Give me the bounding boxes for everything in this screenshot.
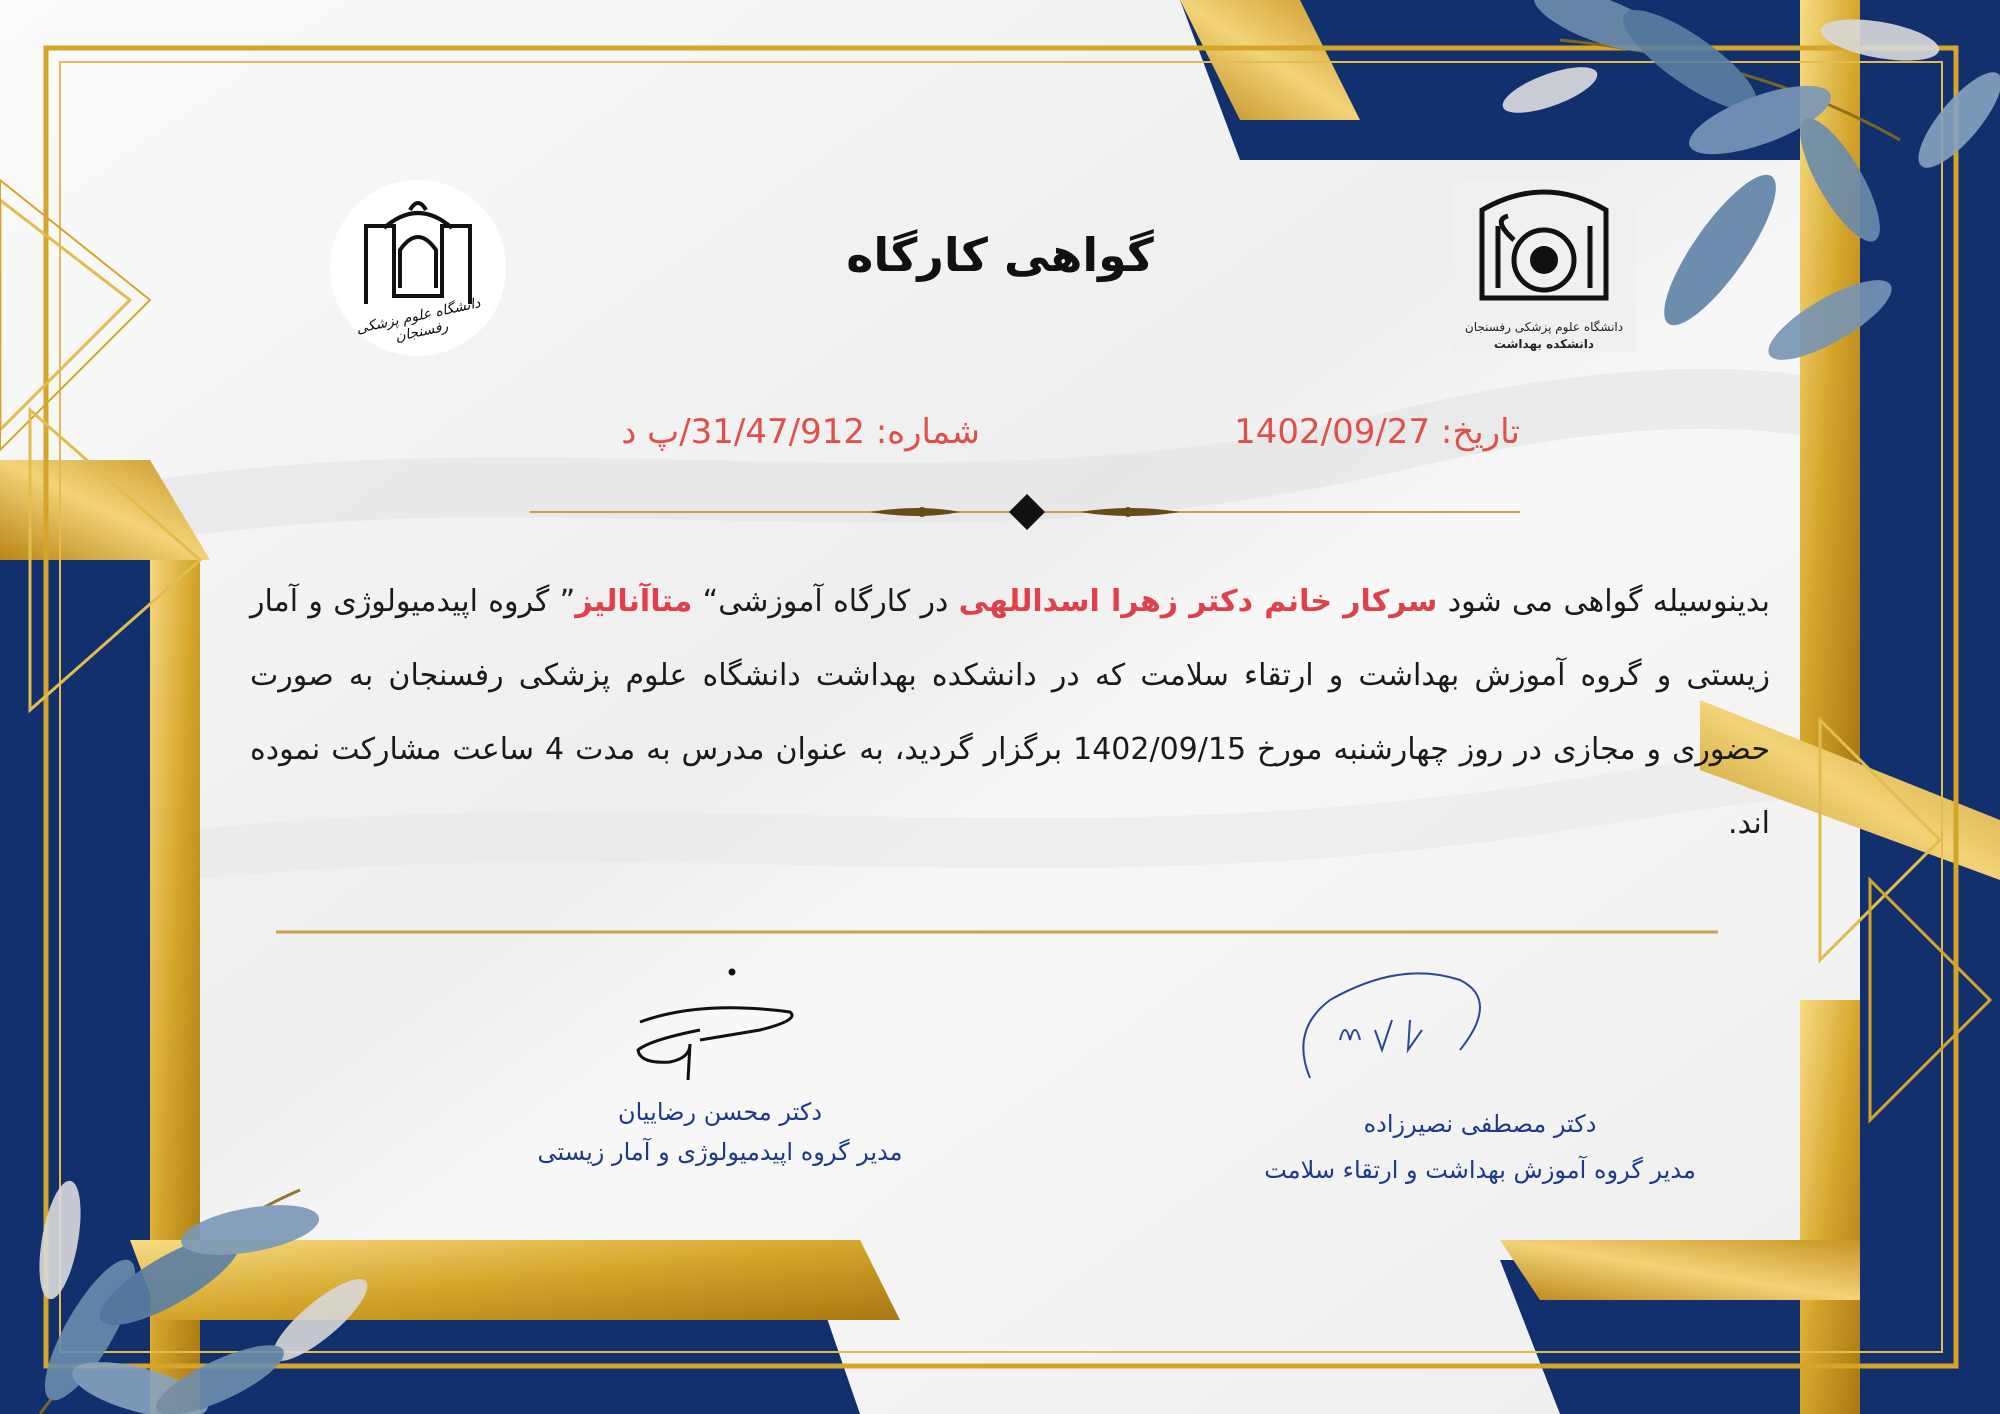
certificate-title: گواهی کارگاه xyxy=(846,228,1154,282)
left-logo-caption: دانشگاه علوم پزشکی رفسنجان xyxy=(354,295,482,346)
body-mid: در کارگاه آموزشی“ xyxy=(692,584,959,619)
certificate-body xyxy=(250,565,1770,861)
signatory-right-role: مدیر گروه آموزش بهداشت و ارتقاء سلامت xyxy=(1264,1156,1696,1184)
recipient-name: سرکار خانم دکتر زهرا اسداللهی xyxy=(958,584,1438,619)
certificate-number: شماره: 31/47/912/پ د xyxy=(621,412,980,452)
signatory-left-name: دکتر محسن رضاییان xyxy=(617,1098,823,1126)
body-rest: ” گروه اپیدمیولوژی و آمار زیستی و گروه آموزش بهداشت و ارتقاء سلامت که در دانشکده بهداشت دانشگاه علوم پزشکی رفسنجان به صورت حضوری و مجازی در روز چهارشنبه مورخ 1402/09/15 برگزار گردید، به عنوان مدرس به مدت 4 ساعت مشارکت نموده اند. xyxy=(250,584,1770,841)
body-intro: بدینوسیله گواهی می شود xyxy=(1437,584,1770,619)
signatory-right-name: دکتر مصطفی نصیرزاده xyxy=(1363,1110,1597,1138)
signatory-left-role: مدیر گروه اپیدمیولوژی و آمار زیستی xyxy=(537,1138,903,1166)
right-logo-university-text: دانشگاه علوم پزشکی رفسنجان xyxy=(1464,320,1624,334)
workshop-name: متاآنالیز xyxy=(575,584,693,619)
navy-corner-bottom-right xyxy=(1860,900,2000,1414)
certificate-date: تاریخ: 1402/09/27 xyxy=(1234,412,1520,452)
right-logo-faculty-text: دانشکده بهداشت xyxy=(1493,337,1595,351)
